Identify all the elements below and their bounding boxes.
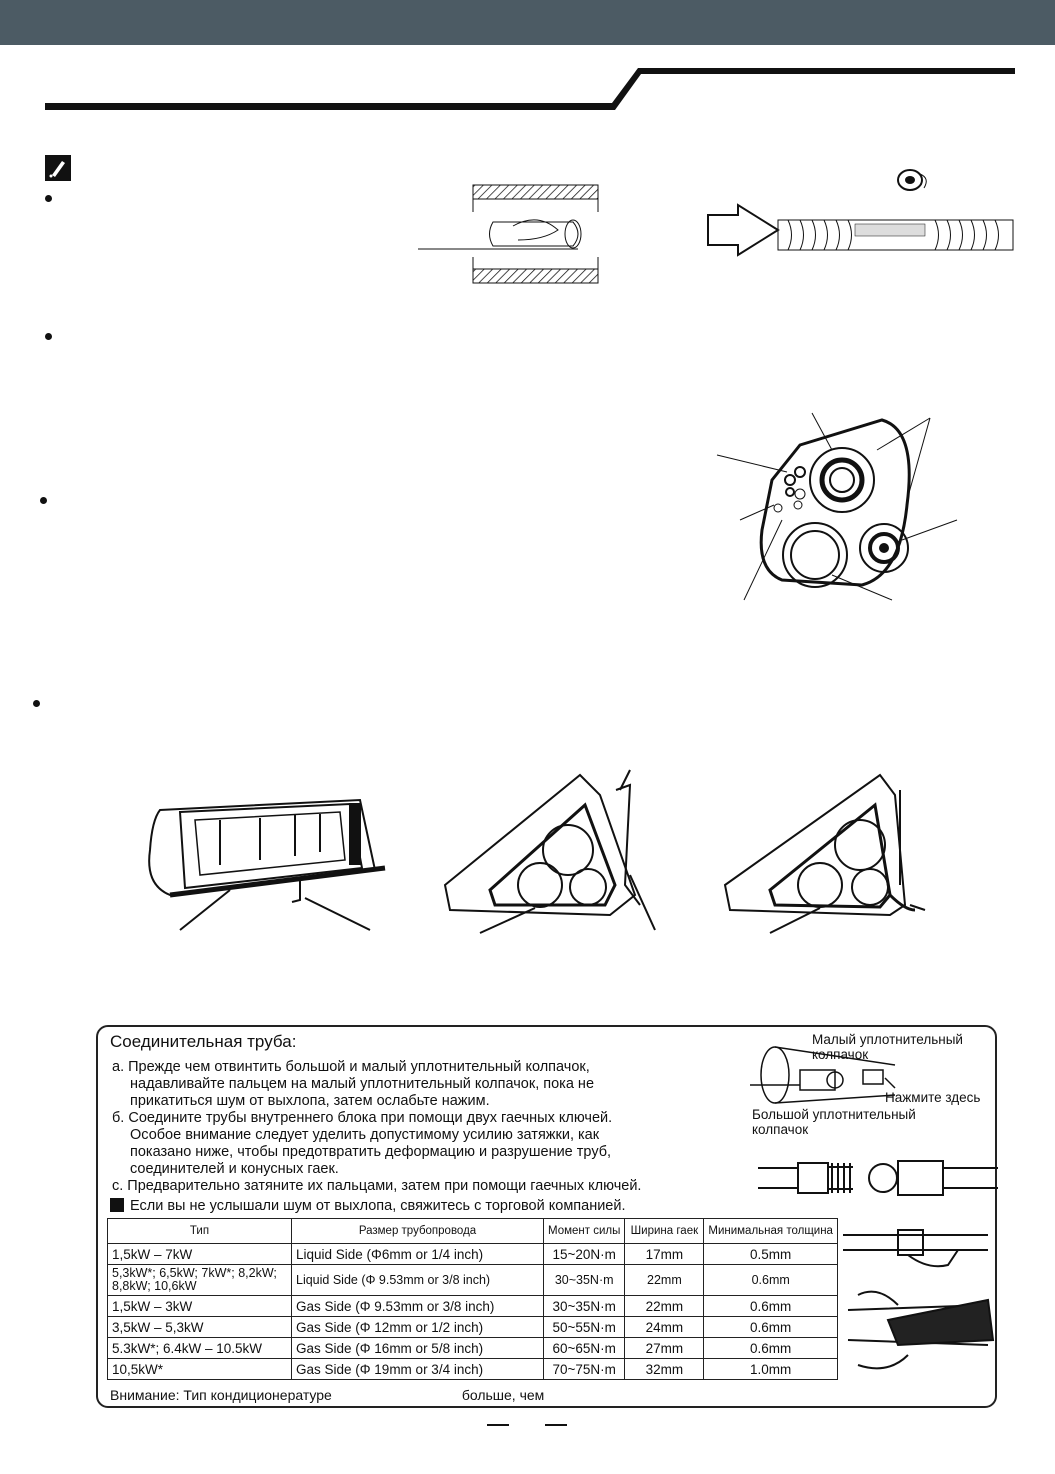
cross-section-figure-1 [440,765,665,935]
table-cell: 10,5kW* [108,1359,292,1380]
table-cell: 70~75N·m [544,1359,625,1380]
col-torque: Момент силы [544,1219,625,1244]
wrench-tighten-figure [838,1225,998,1385]
page-number-mark [487,1424,509,1426]
pipe-through-wall-figure [418,182,603,287]
col-nut-width: Ширина гаек [625,1219,704,1244]
pipe-bundle-cross-section [712,410,962,605]
table-cell: 15~20N·m [544,1244,625,1265]
table-cell: 1,5kW – 7kW [108,1244,292,1265]
footnote-part-a: Внимание: Тип кондиционературе [110,1387,332,1403]
tape-wrap-figure [700,160,1020,260]
page-number-mark [545,1424,567,1426]
table-cell: Gas Side (Φ 9.53mm or 3/8 inch) [292,1296,544,1317]
warning-line [110,1198,626,1214]
table-cell: 22mm [625,1265,704,1296]
table-cell: 30~35N·m [544,1265,625,1296]
table-row [108,1265,838,1296]
table-cell: Liquid Side (Φ6mm or 1/4 inch) [292,1244,544,1265]
instruction-c: с. Предварительно затяните их пальцами, затем при помощи гаечных ключей. [112,1178,642,1194]
table-cell: 17mm [625,1244,704,1265]
table-row [108,1296,838,1317]
small-cap-label: Малый уплотнительный колпачок [812,1032,963,1062]
press-here-label: Нажмите здесь [885,1090,981,1105]
note-icon [45,155,71,181]
box-title: Соединительная труба: [110,1032,297,1051]
instruction-b-cont: Особое внимание следует уделить допустимому усилию затяжки, как [130,1127,600,1143]
top-banner [0,0,1055,45]
table-row [108,1317,838,1338]
table-cell: 60~65N·m [544,1338,625,1359]
table-row [108,1244,838,1265]
footnote [110,1387,544,1403]
indoor-unit-figure [140,790,390,935]
table-cell: 0.6mm [704,1317,838,1338]
warning-icon [110,1198,124,1212]
col-min-thickness: Минимальная толщина [704,1219,838,1244]
table-cell: 0.6mm [704,1296,838,1317]
instruction-a: а. Прежде чем отвинтить большой и малый уплотнительный колпачок, [112,1059,590,1075]
section-heading-rule [0,60,1055,120]
table-cell: 5.3kW*; 6.4kW – 10.5kW [108,1338,292,1359]
table-cell: 32mm [625,1359,704,1380]
table-cell: 5,3kW*; 6,5kW; 7kW*; 8,2kW; 8,8kW; 10,6kW [108,1265,292,1296]
cross-section-figure-2 [720,765,945,935]
bullet [33,700,40,707]
bullet [45,333,52,340]
torque-table [107,1218,838,1380]
footnote-part-b: больше, чем [461,1387,545,1403]
large-cap-label: Большой уплотнительный колпачок [752,1107,916,1137]
bullet [40,497,47,504]
table-cell: 24mm [625,1317,704,1338]
instruction-b-cont: показано ниже, чтобы предотвратить деформацию и разрушение труб, [130,1144,612,1160]
col-type: Тип [108,1219,292,1244]
table-cell: 50~55N·m [544,1317,625,1338]
warning-text: Если вы не услышали шум от выхлопа, свяжитесь с торговой компанией. [130,1198,626,1214]
table-cell: Gas Side (Φ 16mm or 5/8 inch) [292,1338,544,1359]
instruction-a-cont: прикатиться шум от выхлопа, затем ослабьте нажим. [130,1093,490,1109]
table-cell: 22mm [625,1296,704,1317]
table-cell: 30~35N·m [544,1296,625,1317]
table-cell: 3,5kW – 5,3kW [108,1317,292,1338]
instruction-b-cont: соединителей и конусных гаек. [130,1161,339,1177]
table-cell: 1.0mm [704,1359,838,1380]
table-cell: Gas Side (Φ 12mm or 1/2 inch) [292,1317,544,1338]
table-cell: 0.5mm [704,1244,838,1265]
table-cell: 0.6mm [704,1265,838,1296]
table-cell: 1,5kW – 3kW [108,1296,292,1317]
instruction-a-cont: надавливайте пальцем на малый уплотнительный колпачок, пока не [130,1076,595,1092]
table-row [108,1359,838,1380]
table-cell: 0.6mm [704,1338,838,1359]
flare-nut-figure [758,1153,998,1203]
bullet [45,195,52,202]
instruction-b: б. Соедините трубы внутреннего блока при помощи двух гаечных ключей. [112,1110,613,1126]
table-cell: Gas Side (Φ 19mm or 3/4 inch) [292,1359,544,1380]
table-cell: 27mm [625,1338,704,1359]
table-cell: Liquid Side (Φ 9.53mm or 3/8 inch) [292,1265,544,1296]
valve-caps-figure [745,1040,905,1110]
col-pipe-size: Размер трубопровода [292,1219,544,1244]
table-row [108,1338,838,1359]
